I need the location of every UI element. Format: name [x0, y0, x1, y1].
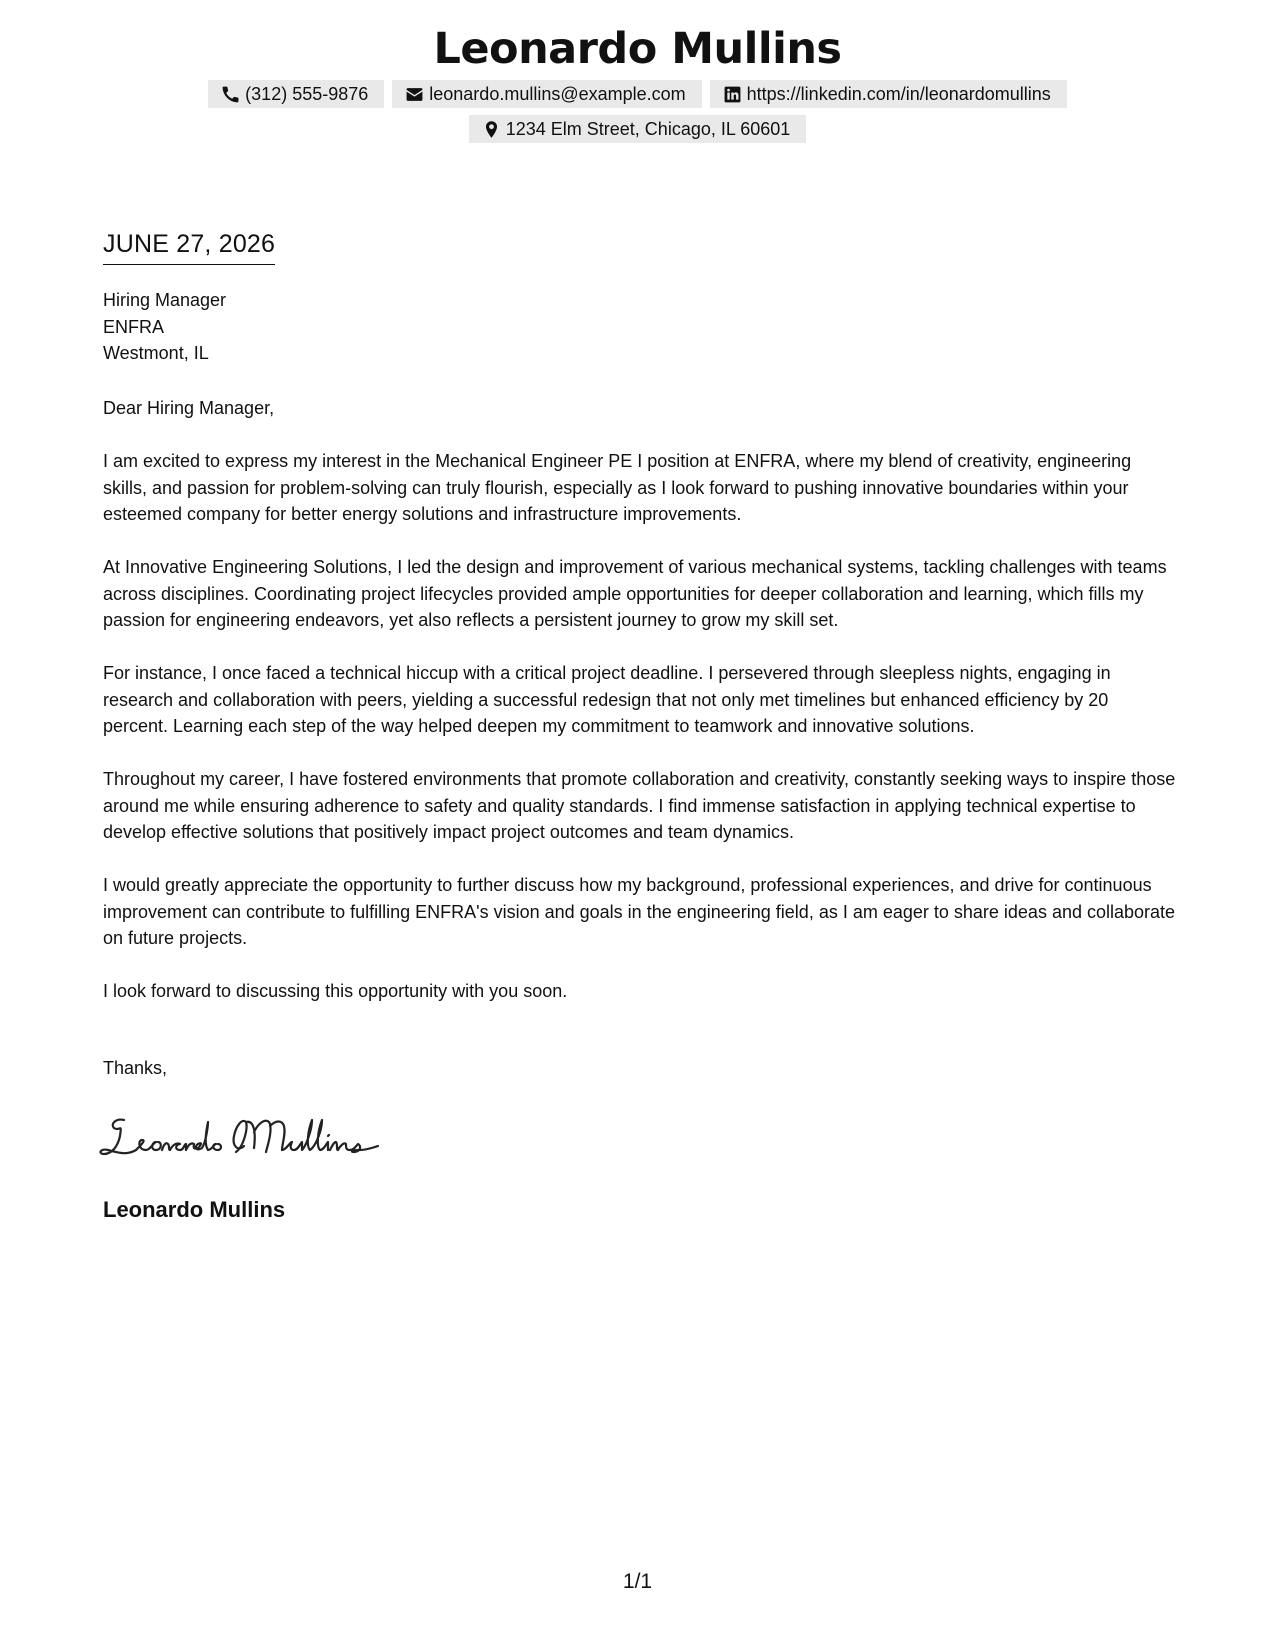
linkedin-icon [723, 85, 742, 104]
closing-line: Thanks, [103, 1058, 168, 1078]
letter-body [103, 395, 1178, 1031]
salutation: Dear Hiring Manager, [103, 398, 275, 418]
applicant-name-heading: Leonardo Mullins [433, 24, 842, 74]
letter-date: JUNE 27, 2026 [103, 228, 275, 265]
envelope-icon [405, 85, 424, 104]
phone-icon [221, 85, 240, 104]
recipient-block [103, 287, 226, 367]
contact-phone [208, 80, 384, 108]
map-pin-icon [482, 120, 501, 139]
body-paragraph-1: I am excited to express my interest in the Mechanical Engineer PE I position at ENFRA, where my blend of creativity, engineering skills, and passion for problem-solving can truly flourish, especially as I look forward to pushing innovative boundaries within your esteemed company for better energy solutions and infrastructure improvements. [103, 451, 1132, 524]
recipient-location: Westmont, IL [103, 343, 209, 363]
contact-address [469, 115, 807, 143]
body-paragraph-5: I would greatly appreciate the opportunity to further discuss how my background, professional experiences, and drive for continuous improvement can contribute to fulfilling ENFRA's vision and goals in the engineering field, as I am eager to share ideas and collaborate on future projects. [103, 875, 1176, 948]
handwritten-signature [98, 1108, 388, 1168]
signature-printed-name: Leonardo Mullins [103, 1197, 286, 1222]
recipient-title: Hiring Manager [103, 290, 227, 310]
contact-row-secondary [0, 115, 1275, 143]
contact-email-text: leonardo.mullins@example.com [429, 83, 686, 104]
contact-linkedin-text: https://linkedin.com/in/leonardomullins [746, 83, 1051, 104]
body-paragraph-3: For instance, I once faced a technical hiccup with a critical project deadline. I persevered through sleepless nights, engaging in research and collaboration with peers, yielding a successful redesign that not only met timelines but enhanced efficiency by 20 percent. Learning each step of the way helped deepen my commitment to teamwork and innovative solutions. [103, 663, 1111, 736]
contact-row-primary [0, 80, 1275, 108]
body-paragraph-6: I look forward to discussing this opportunity with you soon. [103, 981, 568, 1001]
body-paragraph-2: At Innovative Engineering Solutions, I led the design and improvement of various mechanical systems, tackling challenges with teams across disciplines. Coordinating project lifecycles provided ample opportunities for deeper collaboration and learning, which fills my passion for engineering endeavors, yet also reflects a persistent journey to grow my skill set. [103, 557, 1167, 630]
contact-address-text: 1234 Elm Street, Chicago, IL 60601 [505, 118, 791, 139]
contact-linkedin[interactable] [710, 80, 1067, 108]
body-paragraph-4: Throughout my career, I have fostered environments that promote collaboration and creativity, constantly seeking ways to inspire those around me while ensuring adherence to safety and quality standards. I find immense satisfaction in applying technical expertise to develop effective solutions that positively impact project outcomes and team dynamics. [103, 769, 1176, 842]
contact-email[interactable] [392, 80, 701, 108]
contact-phone-text: (312) 555-9876 [245, 83, 369, 104]
page-number: 1/1 [622, 1570, 653, 1593]
recipient-company: ENFRA [103, 316, 165, 337]
